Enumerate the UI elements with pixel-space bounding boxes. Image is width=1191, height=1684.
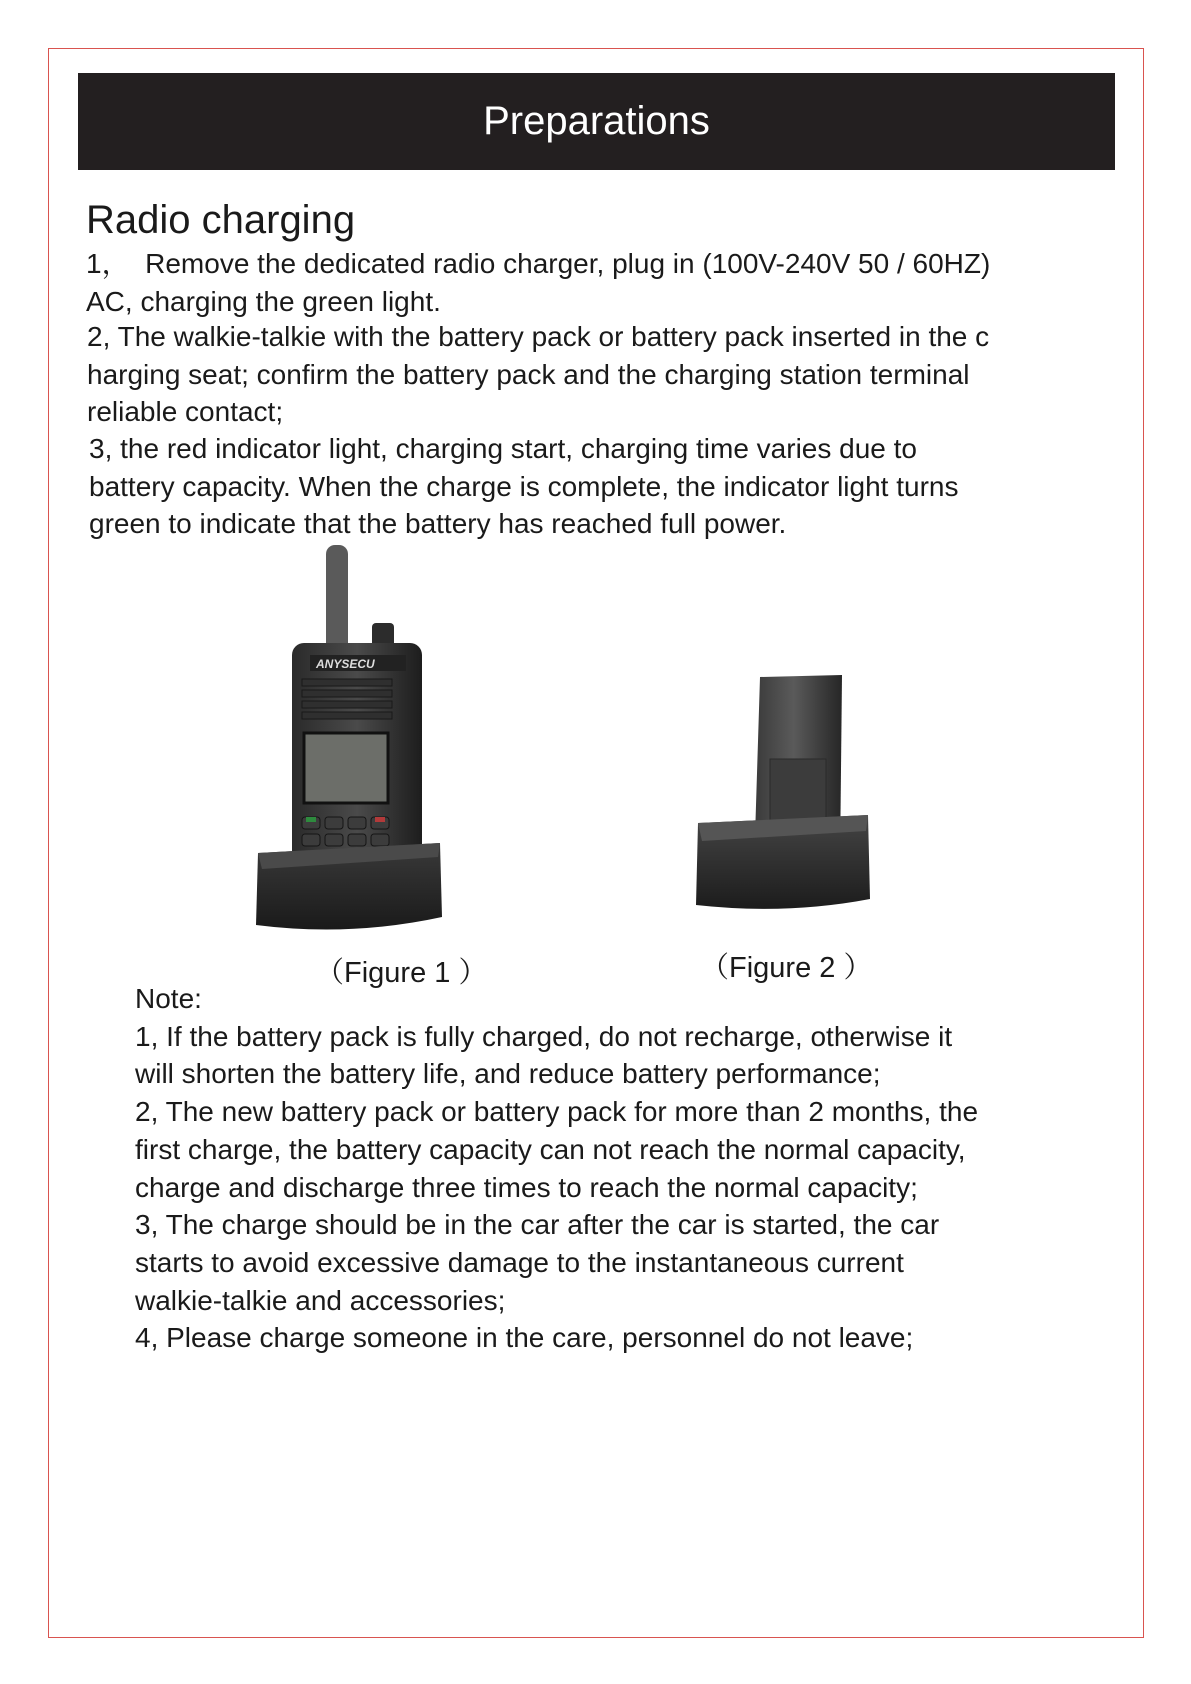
note-line: 2, The new battery pack or battery pack for more than 2 months, the [135,1096,979,1128]
note-line: will shorten the battery life, and reduce battery performance; [135,1058,881,1090]
step-1 [86,245,990,320]
step-1-line-2: AC, charging the green light. [86,285,441,317]
figure-1-radio-in-charger [250,545,460,945]
section-title: Radio charging [86,198,356,242]
note-section [135,980,978,1357]
note-line: walkie-talkie and accessories; [135,1284,506,1316]
step-3-line-3: green to indicate that the battery has reached full power. [89,508,787,539]
note-line: 4, Please charge someone in the care, personnel do not leave; [135,1322,914,1354]
antenna [326,545,348,655]
figure-2-caption: （Figure 2 ） [700,952,873,984]
step-2-line-2: harging seat; confirm the battery pack and the charging station terminal [87,358,970,390]
note-line: 1, If the battery pack is fully charged, do not recharge, otherwise it [135,1020,953,1052]
radio-brand: ANYSECU [316,657,375,671]
radio-screen [304,733,388,803]
note-line: starts to avoid excessive damage to the instantaneous current [135,1246,904,1278]
step-3-line-1: 3, the red indicator light, charging start, charging time varies due to [89,433,917,464]
header-banner [78,73,1115,170]
note-heading: Note: [135,983,202,1014]
step-2-line-1: 2, The walkie-talkie with the battery pack or battery pack inserted in the c [87,321,990,352]
step-1-line-1: 1， Remove the dedicated radio charger, plug in (100V-240V 50 / 60HZ) [86,248,991,279]
step-2 [87,318,989,431]
step-3 [89,430,958,543]
figure-1-caption: （Figure 1 ） [315,957,488,989]
step-3-line-2: battery capacity. When the charge is complete, the indicator light turns [89,470,959,502]
header-title: Preparations [483,99,710,143]
note-line: charge and discharge three times to reach the normal capacity; [135,1171,918,1203]
step-2-line-3: reliable contact; [87,396,284,427]
note-line: 3, The charge should be in the car after the car is started, the car [135,1209,940,1241]
note-line: first charge, the battery capacity can not reach the normal capacity, [135,1133,966,1165]
figure-2-battery-in-charger [690,675,880,935]
